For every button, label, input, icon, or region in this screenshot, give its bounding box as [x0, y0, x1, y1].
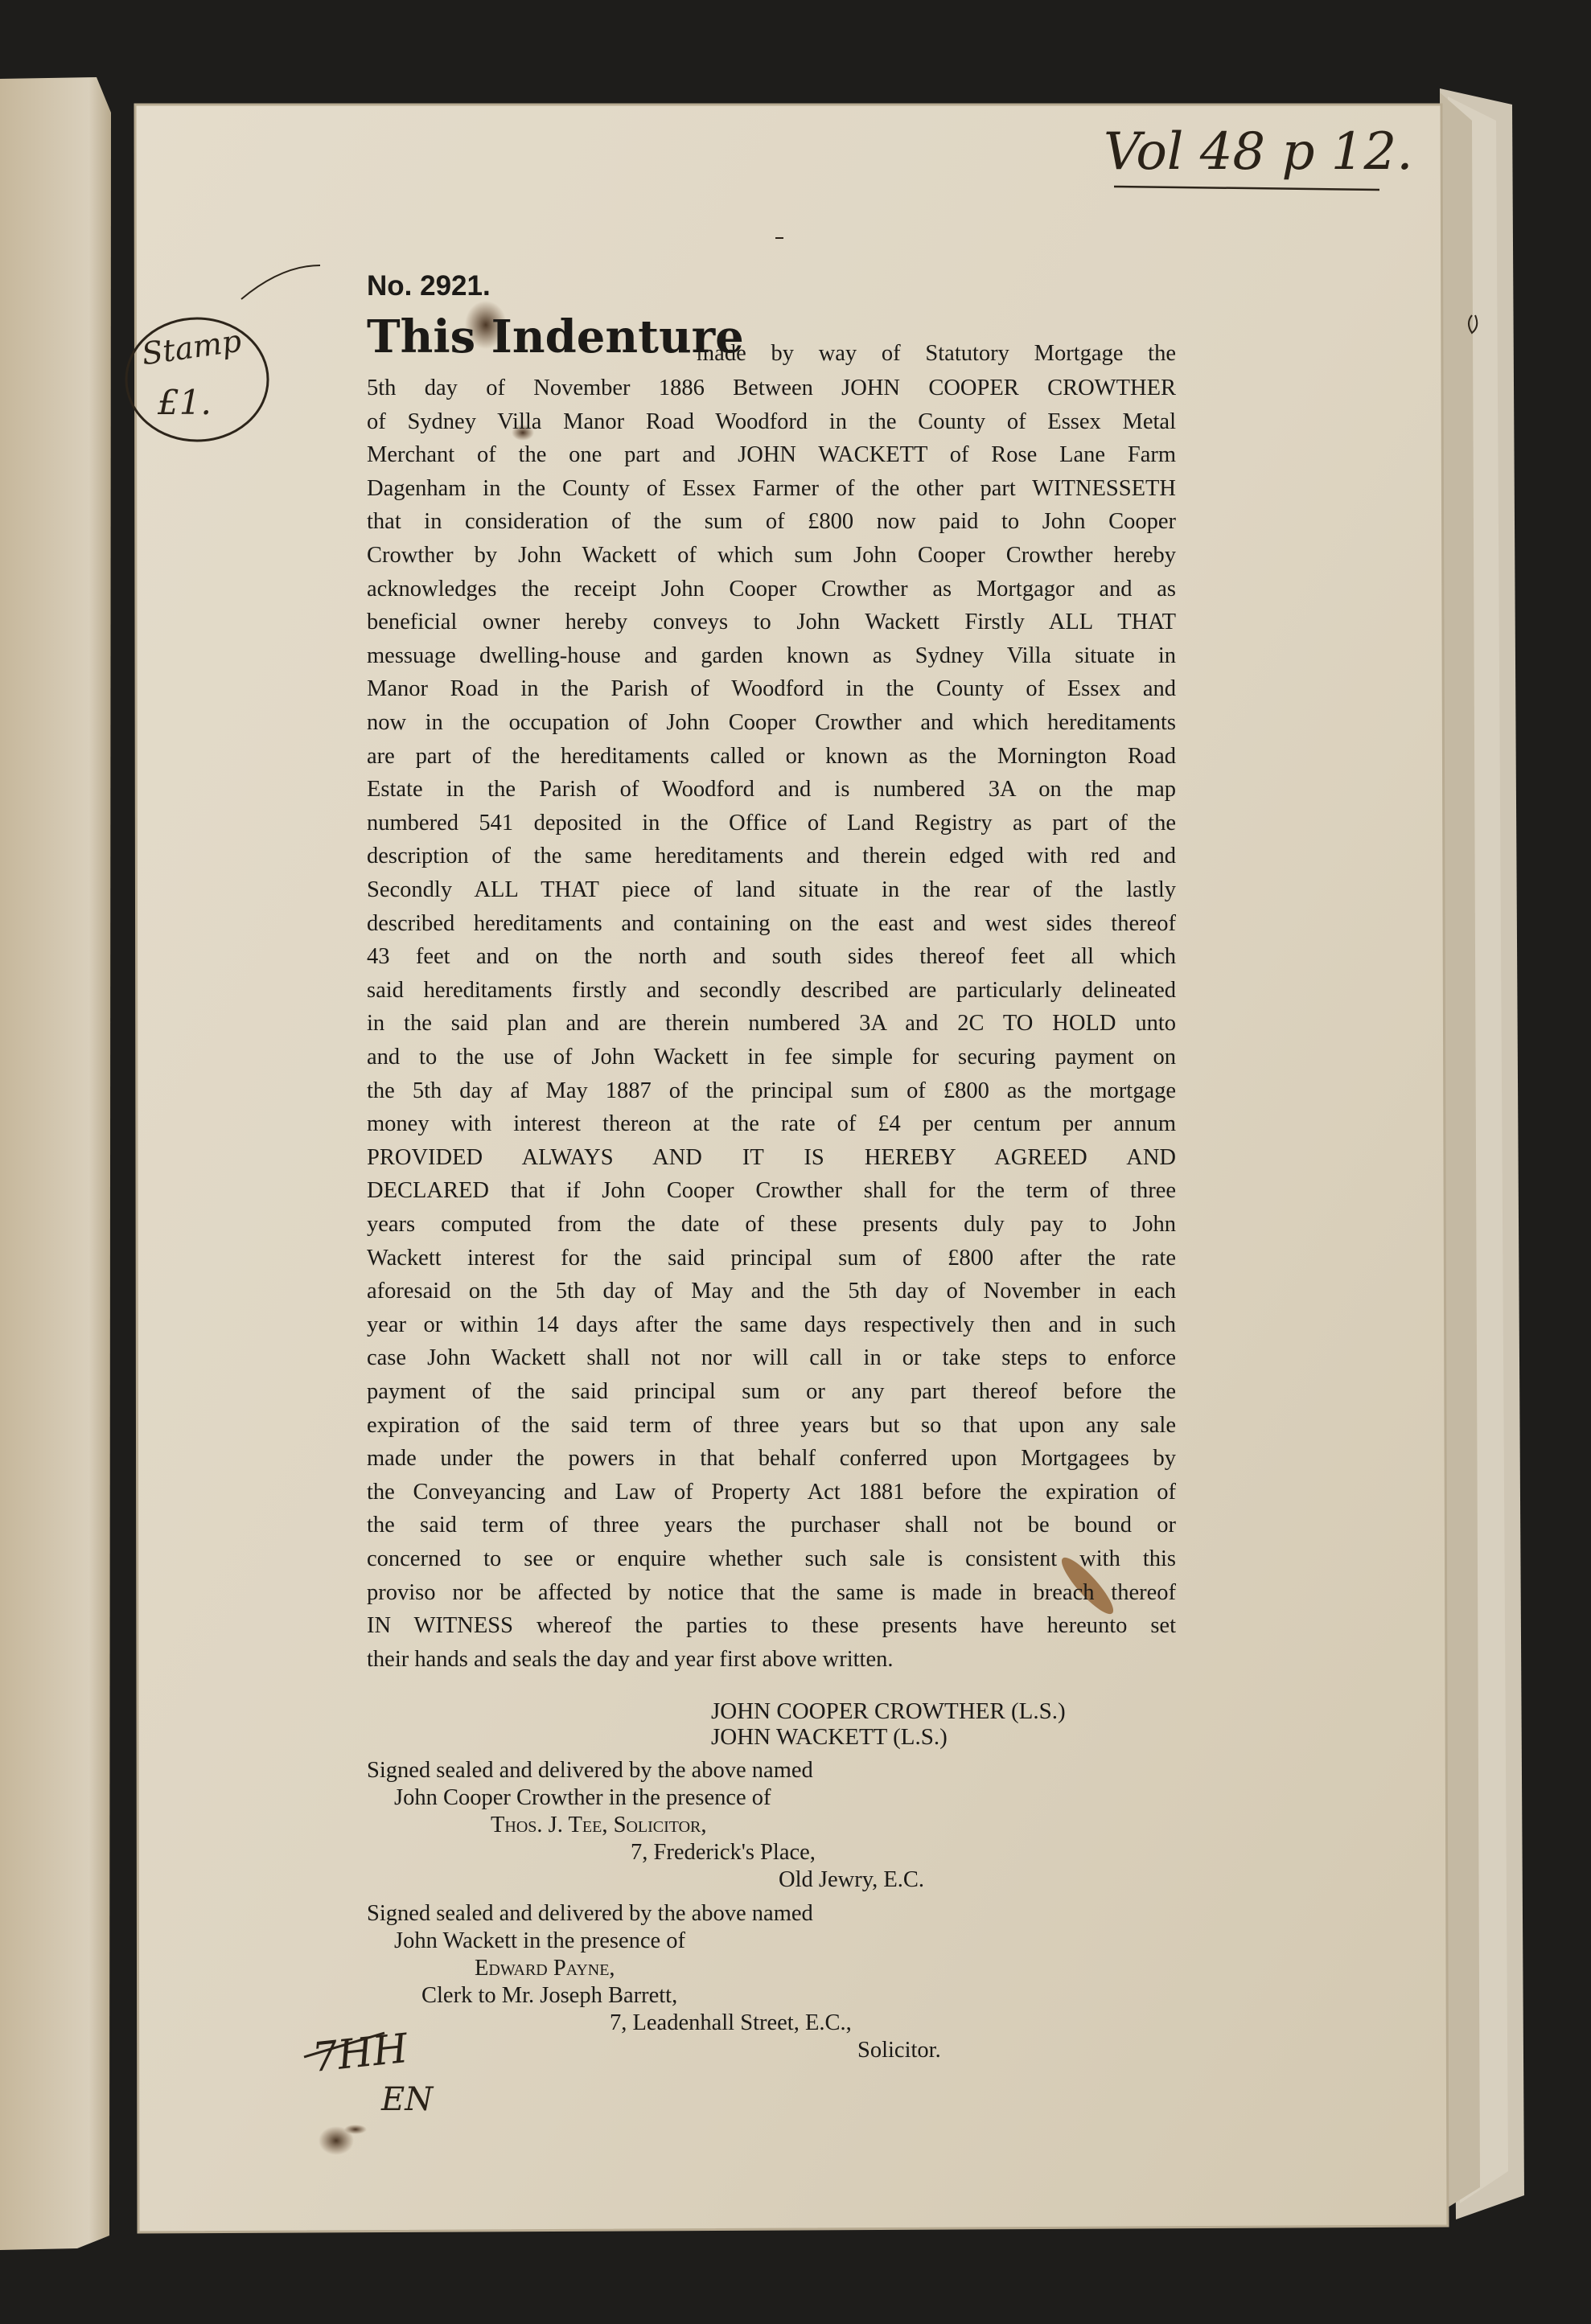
deed-heading: This Indenture — [367, 310, 744, 363]
witness2-name: Edward Payne, — [475, 1956, 615, 1981]
signatory-crowther: JOHN COOPER CROWTHER (L.S.) — [711, 1698, 1066, 1724]
deed-body-line: that in consideration of the sum of £800 now paid to John Cooper — [367, 509, 1176, 535]
witness1-address1: 7, Frederick's Place, — [631, 1840, 816, 1865]
deed-body-line: now in the occupation of John Cooper Crowther and which hereditaments — [367, 710, 1176, 735]
deed-body-line: PROVIDED ALWAYS AND IT IS HEREBY AGREED AND — [367, 1144, 1176, 1170]
signatory-wackett: JOHN WACKETT (L.S.) — [711, 1724, 948, 1750]
deed-body-line: Merchant of the one part and JOHN WACKETT of Rose Lane Farm — [367, 442, 1176, 468]
deed-body-line: payment of the said principal sum or any part thereof before the — [367, 1379, 1176, 1404]
deed-body-line: Wackett interest for the said principal sum of £800 after the rate — [367, 1245, 1176, 1271]
deed-body-line: proviso nor be affected by notice that the same is made in breach thereof — [367, 1579, 1176, 1605]
witness2-title: Solicitor. — [857, 2038, 941, 2063]
deed-body-line: acknowledges the receipt John Cooper Crowther as Mortgagor and as — [367, 576, 1176, 602]
deed-number: No. 2921. — [367, 270, 491, 302]
deed-body-line: Dagenham in the County of Essex Farmer of the other part WITNESSETH — [367, 475, 1176, 501]
witness2-line1: Signed sealed and delivered by the above named — [367, 1901, 813, 1926]
deed-body-line: and to the use of John Wackett in fee simple for securing payment on — [367, 1045, 1176, 1070]
witness1-line1: Signed sealed and delivered by the above named — [367, 1758, 813, 1783]
witness1-line2: John Cooper Crowther in the presence of — [394, 1785, 771, 1810]
deed-body-line: numbered 541 deposited in the Office of Land Registry as part of the — [367, 810, 1176, 836]
deed-body-line: Manor Road in the Parish of Woodford in the County of Essex and — [367, 676, 1176, 702]
witness1-name: Thos. J. Tee, Solicitor, — [491, 1813, 707, 1837]
deed-body-line: Secondly ALL THAT piece of land situate in the rear of the lastly — [367, 877, 1176, 902]
bottom-note-line1: 7HH — [310, 2024, 410, 2082]
stamp-note-line1: Stamp — [139, 322, 244, 372]
deed-body-line: the Conveyancing and Law of Property Act 1881 before the expiration of — [367, 1479, 1176, 1505]
deed-body-line: case John Wackett shall not nor will call in or take steps to enforce — [367, 1345, 1176, 1371]
deed-body-line: DECLARED that if John Cooper Crowther shall for the term of three — [367, 1178, 1176, 1204]
deed-body-line: 43 feet and on the north and south sides thereof feet all which — [367, 944, 1176, 970]
deed-body-line: of Sydney Villa Manor Road Woodford in the County of Essex Metal — [367, 409, 1176, 434]
deed-body-line: money with interest thereon at the rate of £4 per centum per annum — [367, 1111, 1176, 1137]
deed-body-line: Crowther by John Wackett of which sum John Cooper Crowther hereby — [367, 543, 1176, 568]
deed-body-line: their hands and seals the day and year first above written. — [367, 1646, 894, 1672]
deed-body-line: beneficial owner hereby conveys to John Wackett Firstly ALL THAT — [367, 610, 1176, 635]
witness1-address2: Old Jewry, E.C. — [779, 1867, 925, 1892]
witness2-address: 7, Leadenhall Street, E.C., — [610, 2010, 852, 2035]
witness2-role: Clerk to Mr. Joseph Barrett, — [421, 1983, 678, 2008]
bottom-note-line2: EN — [381, 2081, 434, 2118]
volume-reference-note: Vol 48 p 12. — [1104, 122, 1413, 182]
deed-body-line: year or within 14 days after the same days respectively then and in such — [367, 1312, 1176, 1337]
deed-body-line: made under the powers in that behalf conferred upon Mortgagees by — [367, 1446, 1176, 1472]
deed-body-line: aforesaid on the 5th day of May and the 5th day of November in each — [367, 1279, 1176, 1304]
deed-body-line: 5th day of November 1886 Between JOHN COOPER CROWTHER — [367, 376, 1176, 400]
deed-body-line: in the said plan and are therein numbered 3A and 2C TO HOLD unto — [367, 1011, 1176, 1037]
deed-body-line: expiration of the said term of three years but so that upon any sale — [367, 1412, 1176, 1438]
left-page-edge — [0, 77, 111, 2250]
deed-body-line: the said term of three years the purchaser shall not be bound or — [367, 1513, 1176, 1538]
deed-body-first-line: made by way of Statutory Mortgage the — [697, 341, 1176, 366]
deed-body-line: Estate in the Parish of Woodford and is numbered 3A on the map — [367, 777, 1176, 803]
deed-body-line: description of the same hereditaments and therein edged with red and — [367, 844, 1176, 869]
deed-body-line: years computed from the date of these presents duly pay to John — [367, 1212, 1176, 1237]
deed-body-line: described hereditaments and containing on the east and west sides thereof — [367, 910, 1176, 936]
deed-body-line: IN WITNESS whereof the parties to these presents have hereunto set — [367, 1613, 1176, 1639]
deed-body-line: concerned to see or enquire whether such sale is consistent with this — [367, 1546, 1176, 1571]
deed-body-line: said hereditaments firstly and secondly described are particularly delineated — [367, 977, 1176, 1003]
witness2-line2: John Wackett in the presence of — [394, 1928, 686, 1953]
deed-body-line: are part of the hereditaments called or known as the Mornington Road — [367, 743, 1176, 769]
deed-body-line: the 5th day af May 1887 of the principal sum of £800 as the mortgage — [367, 1078, 1176, 1103]
stamp-note-line2: £1. — [158, 383, 212, 422]
deed-body-line: messuage dwelling-house and garden known as Sydney Villa situate in — [367, 643, 1176, 668]
